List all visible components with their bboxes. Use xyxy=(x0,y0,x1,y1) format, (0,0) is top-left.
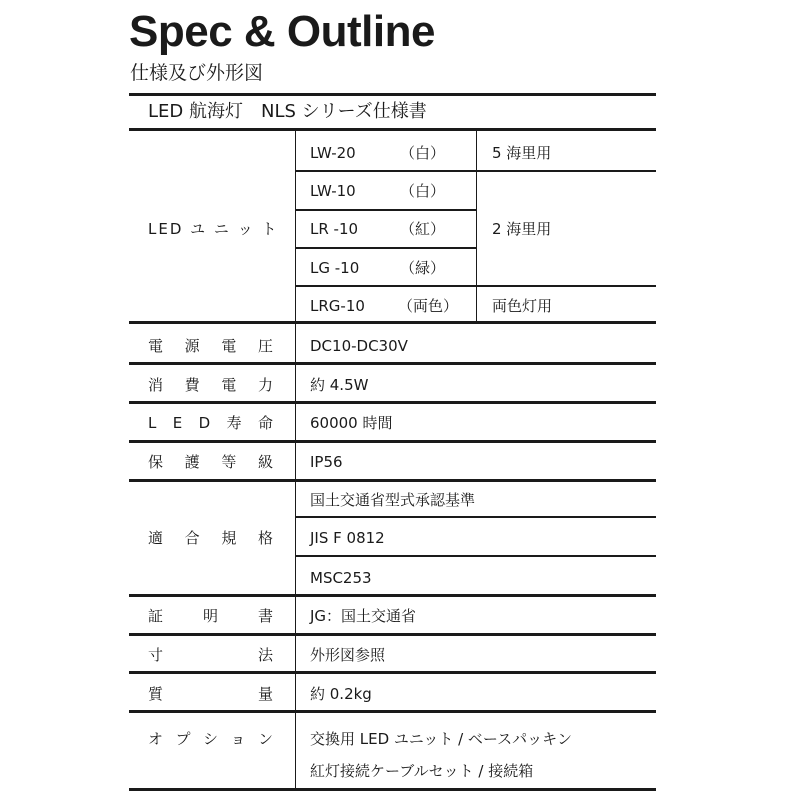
table-header-border xyxy=(129,128,656,131)
options-label-char: シ xyxy=(202,730,218,748)
sep-power-consumption xyxy=(129,401,656,404)
led-row-line-2 xyxy=(295,209,476,211)
standards-row-line-1 xyxy=(295,516,656,518)
led-row-line-3 xyxy=(295,247,476,249)
power-supply-label-char: 源 xyxy=(184,337,200,355)
options-label-char: ン xyxy=(257,730,273,748)
power-consumption-label-char: 電 xyxy=(221,376,237,394)
standard-1: 国土交通省型式承認基準 xyxy=(310,491,476,509)
page-title: Spec & Outline xyxy=(129,7,435,56)
sep-dimensions xyxy=(129,671,656,674)
protection-label-char: 級 xyxy=(257,453,273,471)
color-lg10: （緑） xyxy=(400,259,446,277)
led-row-line-4 xyxy=(295,285,656,287)
option-1: 交換用 LED ユニット / ベースパッキン xyxy=(310,730,573,748)
power-supply-value: DC10-DC30V xyxy=(310,337,408,355)
standards-label-char: 合 xyxy=(184,529,200,547)
table-top-border xyxy=(129,93,656,96)
certificate-label-char: 書 xyxy=(257,607,273,625)
weight-value: 約 0.2kg xyxy=(310,685,372,703)
sep-led-life xyxy=(129,440,656,443)
weight-label-char: 量 xyxy=(257,685,273,703)
power-consumption-label-char: 費 xyxy=(184,376,200,394)
certificate-value: JG：国土交通省 xyxy=(310,607,417,625)
power-supply-label-char: 圧 xyxy=(257,337,273,355)
sep-led-unit xyxy=(129,321,656,324)
range-5nm: 5 海里用 xyxy=(492,144,552,162)
weight-label-char: 質 xyxy=(148,685,164,703)
dimensions-label-char: 寸 xyxy=(148,646,164,664)
model-range-divider xyxy=(476,131,477,321)
page-subtitle: 仕様及び外形図 xyxy=(130,62,264,84)
led-life-label-char: E xyxy=(172,414,183,432)
protection-label-char: 等 xyxy=(221,453,237,471)
weight-label xyxy=(148,684,273,704)
dimensions-value: 外形図参照 xyxy=(310,646,386,664)
led-unit-label: LED ユ ニ ッ ト xyxy=(148,220,279,238)
model-lg10: LG -10 xyxy=(310,259,360,277)
color-lr10: （紅） xyxy=(400,220,446,238)
sep-protection xyxy=(129,479,656,482)
led-life-label-char: 寿 xyxy=(226,414,242,432)
standards-label-char: 適 xyxy=(148,529,164,547)
color-lrg10: （両色） xyxy=(398,297,459,315)
options-label-char: オ xyxy=(148,730,164,748)
sep-power-supply xyxy=(129,362,656,365)
table-caption: LED 航海灯 NLS シリーズ仕様書 xyxy=(148,101,427,122)
standards-label-char: 格 xyxy=(257,529,273,547)
protection-label-char: 保 xyxy=(148,453,164,471)
power-supply-label-char: 電 xyxy=(221,337,237,355)
led-life-label xyxy=(148,413,273,433)
power-consumption-label xyxy=(148,375,273,395)
led-row-line-1 xyxy=(295,170,656,172)
power-supply-label xyxy=(148,336,273,356)
standards-row-line-2 xyxy=(295,555,656,557)
sep-standards xyxy=(129,594,656,597)
led-life-label-char: D xyxy=(198,414,211,432)
led-life-label-char: 命 xyxy=(257,414,273,432)
certificate-label-char: 証 xyxy=(148,607,164,625)
standard-3: MSC253 xyxy=(310,569,372,587)
power-consumption-label-char: 力 xyxy=(257,376,273,394)
protection-value: IP56 xyxy=(310,453,343,471)
protection-label-char: 護 xyxy=(184,453,200,471)
option-2: 紅灯接続ケーブルセット / 接続箱 xyxy=(310,762,534,780)
standards-label-char: 規 xyxy=(221,529,237,547)
options-label-char: プ xyxy=(175,730,191,748)
color-lw10: （白） xyxy=(400,182,446,200)
model-lw10: LW-10 xyxy=(310,182,356,200)
protection-label xyxy=(148,452,273,472)
color-lw20: （白） xyxy=(400,144,446,162)
certificate-label-char: 明 xyxy=(202,607,218,625)
options-label xyxy=(148,729,273,749)
model-lrg10: LRG-10 xyxy=(310,297,365,315)
power-supply-label-char: 電 xyxy=(148,337,164,355)
standard-2: JIS F 0812 xyxy=(310,529,385,547)
dimensions-label-char: 法 xyxy=(257,646,273,664)
dimensions-label xyxy=(148,645,273,665)
table-bottom-border xyxy=(129,788,656,791)
options-label-char: ョ xyxy=(230,730,246,748)
led-life-label-char: L xyxy=(148,414,157,432)
led-life-value: 60000 時間 xyxy=(310,414,393,432)
sep-weight xyxy=(129,710,656,713)
model-lw20: LW-20 xyxy=(310,144,356,162)
led-unit-divider xyxy=(295,131,296,321)
power-consumption-label-char: 消 xyxy=(148,376,164,394)
range-2nm: 2 海里用 xyxy=(492,220,552,238)
standards-label xyxy=(148,528,273,548)
power-consumption-value: 約 4.5W xyxy=(310,376,369,394)
sep-certificate xyxy=(129,633,656,636)
certificate-label xyxy=(148,606,273,626)
model-lr10: LR -10 xyxy=(310,220,359,238)
range-bicolor: 両色灯用 xyxy=(492,297,553,315)
